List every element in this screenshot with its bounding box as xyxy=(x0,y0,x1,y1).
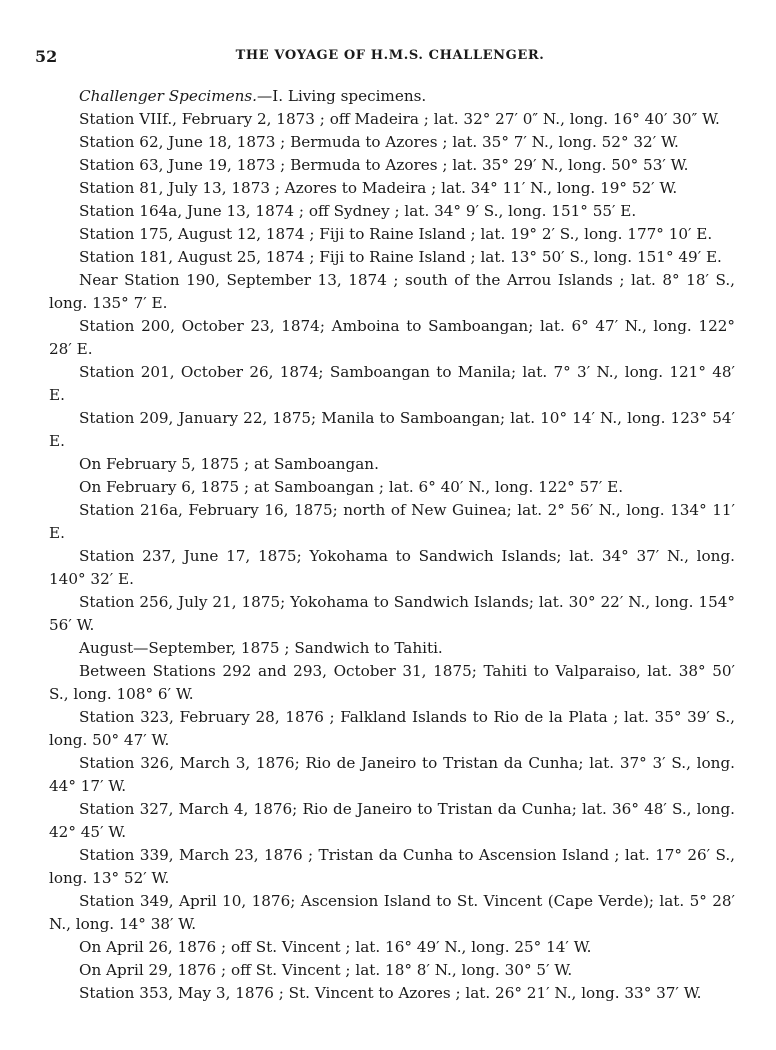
station-entry: On April 26, 1876 ; off St. Vincent ; lat. 16° 49′ N., long. 25° 14′ W. xyxy=(79,938,592,956)
station-entry: Station 256, July 21, 1875; Yokohama to Sandwich Islands; lat. 30° 22′ N., long. 154° 56′ W. xyxy=(49,593,735,634)
station-entry: Station 81, July 13, 1873 ; Azores to Madeira ; lat. 34° 11′ N., long. 19° 52′ W. xyxy=(79,179,678,197)
station-entry: August—September, 1875 ; Sandwich to Tahiti. xyxy=(79,639,443,657)
body-text xyxy=(49,85,735,1005)
station-entry: On February 5, 1875 ; at Samboangan. xyxy=(79,455,379,473)
station-entry: Station 62, June 18, 1873 ; Bermuda to Azores ; lat. 35° 7′ N., long. 52° 32′ W. xyxy=(79,133,679,151)
station-entry: Station VIIf., February 2, 1873 ; off Madeira ; lat. 32° 27′ 0″ N., long. 16° 40′ 30″ W. xyxy=(79,110,720,128)
station-entry: Near Station 190, September 13, 1874 ; south of the Arrou Islands ; lat. 8° 18′ S., long. 135° 7′ E. xyxy=(49,271,735,312)
station-entry: Station 201, October 26, 1874; Samboangan to Manila; lat. 7° 3′ N., long. 121° 48′ E. xyxy=(49,363,735,404)
station-entry: Station 63, June 19, 1873 ; Bermuda to Azores ; lat. 35° 29′ N., long. 50° 53′ W. xyxy=(79,156,689,174)
station-entry: Station 323, February 28, 1876 ; Falkland Islands to Rio de la Plata ; lat. 35° 39′ S., long. 50° 47′ W. xyxy=(49,708,735,749)
page-header xyxy=(35,47,745,69)
station-list xyxy=(49,108,735,1005)
station-entry: Station 353, May 3, 1876 ; St. Vincent to Azores ; lat. 26° 21′ N., long. 33° 37′ W. xyxy=(79,984,702,1002)
station-entry: Station 327, March 4, 1876; Rio de Janeiro to Tristan da Cunha; lat. 36° 48′ S., long. 42° 45′ W. xyxy=(49,800,735,841)
station-entry: Station 326, March 3, 1876; Rio de Janeiro to Tristan da Cunha; lat. 37° 3′ S., long. 44° 17′ W. xyxy=(49,754,735,795)
station-entry: Station 175, August 12, 1874 ; Fiji to Raine Island ; lat. 19° 2′ S., long. 177° 10′ E. xyxy=(79,225,713,243)
page-number: 52 xyxy=(35,47,58,66)
section-heading xyxy=(49,85,735,108)
section-heading-italic: Challenger Specimens. xyxy=(79,87,258,105)
station-entry: Station 237, June 17, 1875; Yokohama to Sandwich Islands; lat. 34° 37′ N., long. 140° 32′ E. xyxy=(49,547,735,588)
station-entry: Between Stations 292 and 293, October 31, 1875; Tahiti to Valparaiso, lat. 38° 50′ S., long. 108° 6′ W. xyxy=(49,662,735,703)
running-title: THE VOYAGE OF H.M.S. CHALLENGER. xyxy=(235,48,545,63)
section-heading-rest: —I. Living specimens. xyxy=(257,87,427,105)
station-entry: Station 209, January 22, 1875; Manila to Samboangan; lat. 10° 14′ N., long. 123° 54′ E. xyxy=(49,409,735,450)
station-entry: On February 6, 1875 ; at Samboangan ; lat. 6° 40′ N., long. 122° 57′ E. xyxy=(79,478,624,496)
station-entry: Station 164a, June 13, 1874 ; off Sydney ; lat. 34° 9′ S., long. 151° 55′ E. xyxy=(79,202,637,220)
station-entry: On April 29, 1876 ; off St. Vincent ; lat. 18° 8′ N., long. 30° 5′ W. xyxy=(79,961,573,979)
station-entry: Station 181, August 25, 1874 ; Fiji to Raine Island ; lat. 13° 50′ S., long. 151° 49′ E. xyxy=(79,248,722,266)
station-entry: Station 339, March 23, 1876 ; Tristan da Cunha to Ascension Island ; lat. 17° 26′ S., long. 13° 52′ W. xyxy=(49,846,735,887)
station-entry: Station 349, April 10, 1876; Ascension Island to St. Vincent (Cape Verde); lat. 5° 28′ N., long. 14° 38′ W. xyxy=(49,892,735,933)
station-entry: Station 200, October 23, 1874; Amboina to Samboangan; lat. 6° 47′ N., long. 122° 28′ E. xyxy=(49,317,735,358)
station-entry: Station 216a, February 16, 1875; north of New Guinea; lat. 2° 56′ N., long. 134° 11′ E. xyxy=(49,501,735,542)
